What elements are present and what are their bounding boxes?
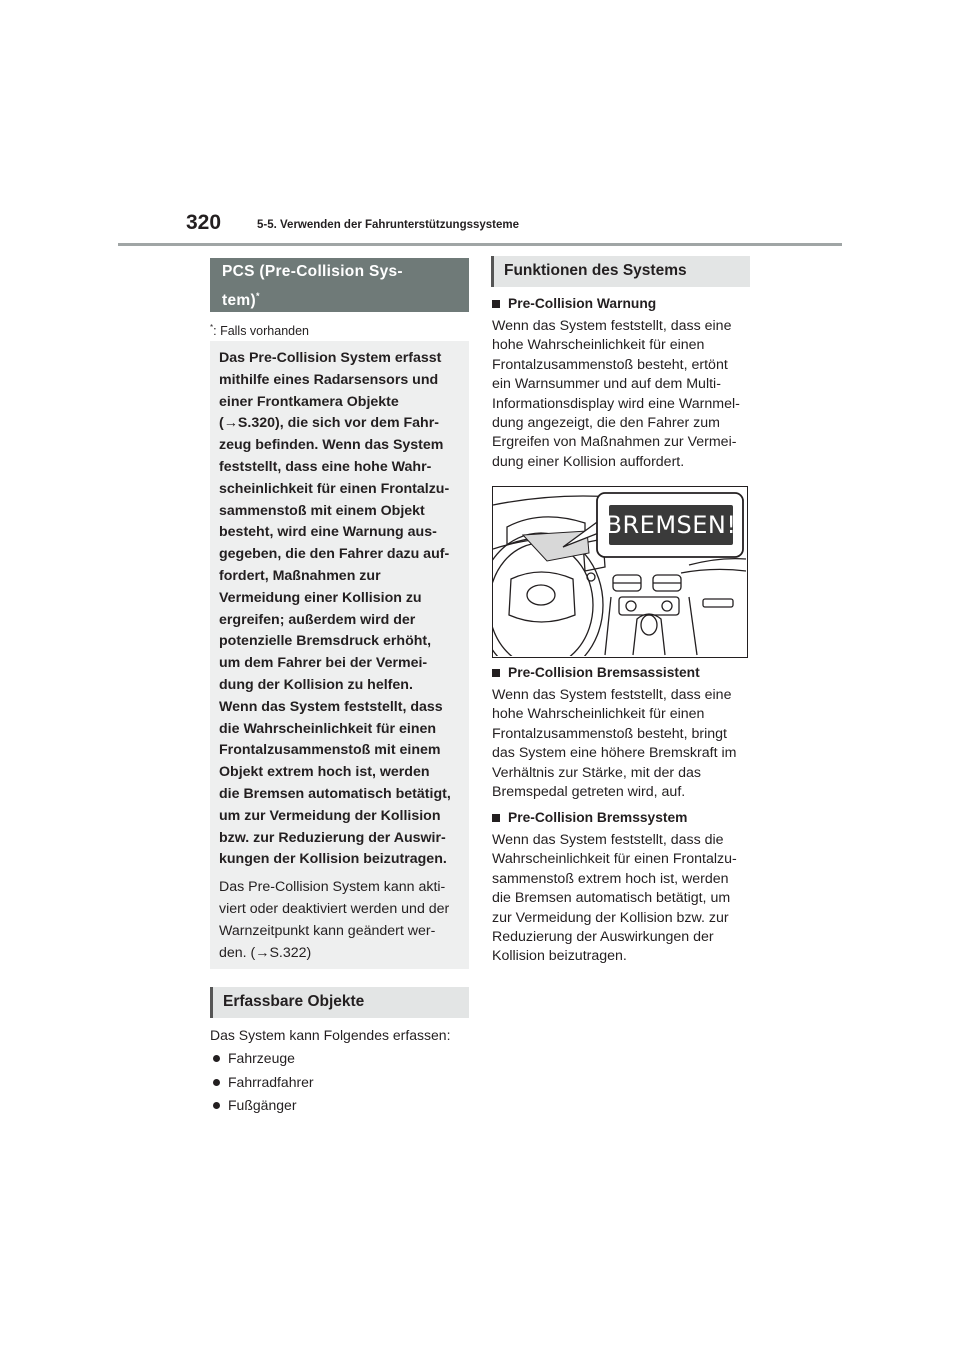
erfassbare-intro: Das System kann Folgendes erfassen: [210,1027,451,1043]
text-line: Vermeidung einer Kollision zu [219,589,422,606]
text-line: dung einer Kollision auffordert. [492,453,685,470]
pcs-description-bold [219,348,457,871]
text-line: kungen der Kollision beizutragen. [219,851,447,868]
text-line: Verhältnis zur Stärke, mit der das [492,764,701,781]
bullet-icon [213,1102,220,1109]
bremssystem-paragraph [492,831,754,967]
text-line: Reduzierung der Auswirkungen der [492,929,714,946]
pcs-info-box [210,341,469,969]
page-number: 320 [186,211,222,234]
square-bullet-icon [492,814,500,822]
footnote-text: : Falls vorhanden [213,324,310,339]
text-line: feststellt, dass eine hohe Wahr- [219,458,432,475]
pcs-heading-line1: PCS (Pre-Collision Sys- [222,263,403,280]
text-line: Warnzeitpunkt kann geändert wer- [219,922,436,939]
text-line: dung der Kollision zu helfen. [219,676,413,693]
text-line: Bremspedal getreten wird, auf. [492,784,686,801]
text-line: Wenn das System feststellt, dass eine [492,687,732,703]
text-line: um dem Fahrer bei der Vermei- [219,655,428,672]
bullet-icon [213,1055,220,1062]
text-line: Wenn das System feststellt, dass die [492,832,724,848]
bremssystem-subheading [492,810,687,825]
page-reference-link[interactable]: (→S.320), die sich vor dem Fahr- [219,415,439,432]
text-line: ergreifen; außerdem wird der [219,611,416,628]
text-line: Das Pre-Collision System erfasst [219,350,442,366]
bremsassistent-subheading [492,665,700,680]
text-line: das System eine höhere Bremskraft im [492,745,737,762]
list-item [210,1094,314,1118]
text-line: bzw. zur Reduzierung der Auswir- [219,829,446,846]
list-item-label: Fußgänger [228,1097,297,1113]
text-line: Ergreifen von Maßnahmen zur Vermei- [492,434,737,451]
text-line: potenzielle Bremsdruck erhöht, [219,633,432,650]
text-line: Kollision beizutragen. [492,948,627,965]
list-item-label: Fahrzeuge [228,1050,295,1066]
text-line: um zur Vermeidung der Kollision [219,807,441,824]
text-line: einer Frontkamera Objekte [219,393,399,410]
funktionen-heading: Funktionen des Systems [491,256,750,287]
text-line: fordert, Maßnahmen zur [219,567,381,584]
text-line: mithilfe eines Radarsensors und [219,371,439,388]
text-line: besteht, wird eine Warnung aus- [219,524,437,541]
text-line: ein Warnsummer und auf dem Multi- [492,376,721,393]
text-line: Wahrscheinlichkeit für einen Frontalzu- [492,851,737,868]
text-line: Frontalzusammenstoß mit einem [219,742,441,759]
warnung-paragraph [492,317,754,472]
text-line: die Wahrscheinlichkeit für einen [219,720,437,737]
text-line: Frontalzusammenstoß besteht, bringt [492,725,727,742]
list-item [210,1071,314,1095]
text-line: Informationsdisplay wird eine Warnmel- [492,395,740,412]
text-line: zur Vermeidung der Kollision bzw. zur [492,909,729,926]
text-line: hohe Wahrscheinlichkeit für einen [492,337,705,354]
pcs-heading-asterisk: * [255,291,260,301]
text-line: viert oder deaktiviert werden und der [219,900,450,917]
text-line: Frontalzusammenstoß besteht, ertönt [492,356,728,373]
dashboard-illustration [492,486,748,658]
square-bullet-icon [492,300,500,308]
footnote [210,323,309,338]
pcs-heading-line2: tem) [222,292,256,310]
pcs-heading [210,258,469,312]
text-line: die Bremsen automatisch betätigt, um [492,890,731,907]
list-item-label: Fahrradfahrer [228,1073,314,1090]
subheading-label: Pre-Collision Warnung [508,296,657,311]
footnote-marker: * [210,323,214,332]
bremsassistent-paragraph [492,686,754,802]
header-divider [118,243,842,246]
erfassbare-objekte-heading: Erfassbare Objekte [210,987,469,1018]
text-line: zeug befinden. Wenn das System [219,437,444,454]
warnung-subheading [492,296,656,311]
text-line: Das Pre-Collision System kann akti- [219,879,446,896]
bullet-icon [213,1079,220,1086]
text-line: gegeben, die den Fahrer dazu auf- [219,546,450,563]
text-line: dung angezeigt, die den Fahrer zum [492,415,720,432]
detectable-objects-list [210,1047,314,1118]
square-bullet-icon [492,669,500,677]
text-line: die Bremsen automatisch betätigt, [219,785,451,802]
subheading-label: Pre-Collision Bremsassistent [508,665,700,680]
text-line: sammenstoß mit einem Objekt [219,502,425,519]
text-line: sammenstoß extrem hoch ist, werden [492,870,729,887]
bremsen-warning-message: BREMSEN! [605,511,737,539]
list-item [210,1047,314,1071]
text-line: Objekt extrem hoch ist, werden [219,764,430,781]
text-line: hohe Wahrscheinlichkeit für einen [492,706,705,723]
text-line: Wenn das System feststellt, dass eine [492,318,732,334]
text-line: scheinlichkeit für einen Frontalzu- [219,480,450,497]
text-line: Wenn das System feststellt, dass [219,698,443,715]
page-reference-link[interactable]: den. (→S.322) [219,944,312,961]
section-title: 5-5. Verwenden der Fahrunterstützungssysteme [257,219,520,231]
pcs-description-normal [219,877,457,964]
subheading-label: Pre-Collision Bremssystem [508,810,688,825]
